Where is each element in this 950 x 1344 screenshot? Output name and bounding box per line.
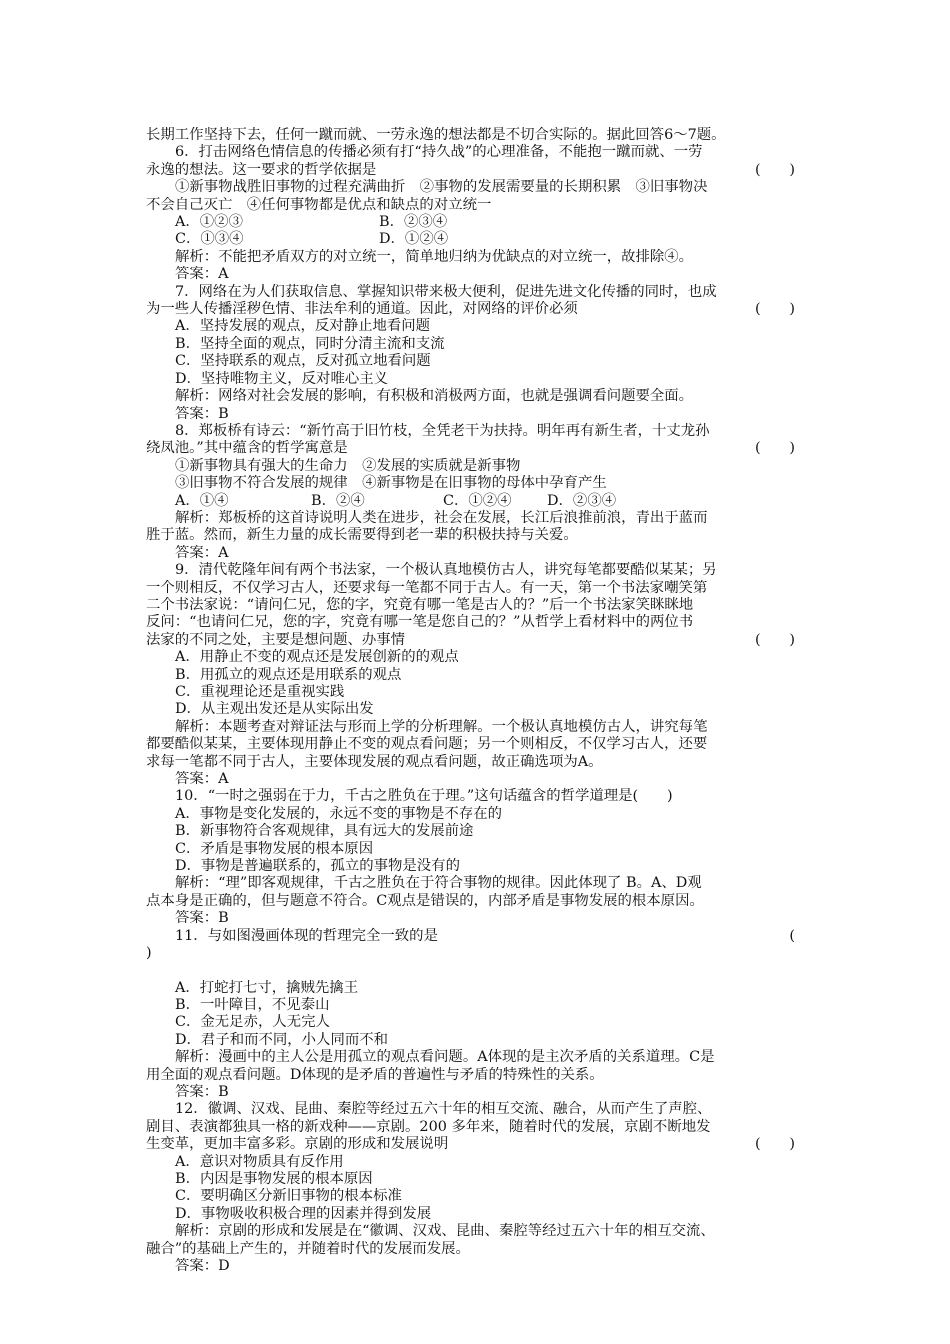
option-b: B．②④	[311, 492, 365, 509]
q7-analysis: 解析：网络对社会发展的影响，有积极和消极两方面，也就是强调看问题要全面。	[175, 388, 694, 405]
question-6	[146, 144, 795, 283]
option-c: C．金无足赤，人无完人	[175, 1014, 330, 1031]
q8-options-row	[175, 493, 795, 510]
question-9	[146, 562, 795, 788]
q11-paren-close-line	[146, 945, 795, 962]
q7-stem-line-1: 7．网络在为人们获取信息、掌握知识带来极大便利，促进先进文化传播的同时，也成	[175, 283, 717, 300]
answer-parentheses: ( )	[754, 1136, 795, 1153]
q9-analysis-line-2: 都要酷似某某，主要体现用静止不变的观点看问题；另一个则相反，不仅学习古人，还要	[146, 736, 708, 753]
q12-analysis-line-1: 解析：京剧的形成和发展是在“徽调、汉戏、昆曲、秦腔等经过五六十年的相互交流、	[175, 1223, 715, 1240]
q9-analysis-line-3: 求每一笔都不同于古人，主要体现发展的观点看问题，故正确选项为A。	[146, 753, 603, 770]
q11-stem: 11．与如图漫画体现的哲理完全一致的是 (	[175, 927, 795, 944]
q10-stem: 10．“一时之强弱在于力，千古之胜负在于理。”这句话蕴含的哲学道理是( )	[175, 788, 673, 805]
option-d: D．从主观出发还是从实际出发	[175, 701, 374, 718]
answer-parentheses-open: (	[789, 927, 795, 944]
q12-stem-line-3: 生变革，更加丰富多彩。京剧的形成和发展说明 ( )	[146, 1136, 795, 1153]
option-a: A．用静止不变的观点还是发展创新的的观点	[175, 649, 459, 666]
q11-analysis-line-1: 解析：漫画中的主人公是用孤立的观点看问题。A体现的是主次矛盾的关系道理。C是	[175, 1049, 715, 1066]
q9-stem-line-4: 反问：“也请问仁兄，您的字，究竟有哪一笔是您自己的？”从哲学上看材料中的两位书	[146, 614, 694, 631]
q6-stem-line-1: 6．打击网络色情信息的传播必须有打“持久战”的心理准备，不能抱一蹴而就、一劳	[175, 144, 703, 161]
q6-statements-line-2: 不会自己灭亡 ④任何事物都是优点和缺点的对立统一	[146, 196, 492, 213]
option-d: D．坚持唯物主义，反对唯心主义	[175, 370, 389, 387]
option-d: D．事物是普遍联系的，孤立的事物是没有的	[175, 858, 460, 875]
question-7	[146, 283, 795, 423]
answer-parentheses: ( )	[754, 440, 795, 457]
q8-analysis-line-2: 胜于蓝。然而，新生力量的成长需要得到老一辈的积极扶持与关爱。	[146, 527, 578, 544]
option-c: C．重视理论还是重视实践	[175, 684, 345, 700]
option-d: D．①②④	[379, 231, 449, 248]
q12-analysis-line-2: 融合”的基础上产生的，并随着时代的发展而发展。	[146, 1240, 470, 1257]
q6-statements-line-1: ①新事物战胜旧事物的过程充满曲折 ②事物的发展需要量的长期积累 ③旧事物决	[175, 179, 708, 196]
option-d: D．君子和而不同，小人同而不和	[175, 1031, 389, 1048]
q8-answer: 答案：A	[175, 544, 229, 561]
q7-stem-line-2: 为一些人传播淫秽色情、非法牟利的通道。因此，对网络的评价必须 ( )	[146, 301, 795, 318]
option-c: C．矛盾是事物发展的根本原因	[175, 840, 374, 857]
option-b: B．用孤立的观点还是用联系的观点	[175, 666, 402, 683]
option-a: A．坚持发展的观点，反对静止地看问题	[175, 318, 431, 335]
q8-statements-line-2: ③旧事物不符合发展的规律 ④新事物是在旧事物的母体中孕育产生	[175, 475, 607, 492]
q8-analysis-line-1: 解析：郑板桥的这首诗说明人类在进步，社会在发展，长江后浪推前浪，青出于蓝而	[175, 509, 708, 526]
q12-stem-line-1: 12．徽调、汉戏、昆曲、秦腔等经过五六十年的相互交流、融合，从而产生了声腔、	[175, 1101, 712, 1118]
q9-stem-line-2: 一个则相反，不仅学习古人，还要求每一笔都不同于古人。有一天，第一个书法家嘲笑第	[146, 579, 708, 596]
answer-parentheses: ( )	[754, 301, 795, 318]
answer-parentheses: ( )	[754, 161, 795, 178]
q9-stem-line-3: 二个书法家说：“请问仁兄，您的字，究竟有哪一笔是古人的？”后一个书法家笑眯眯地	[146, 596, 694, 613]
q6-options-row-1	[175, 214, 795, 231]
q10-answer: 答案：B	[175, 910, 229, 927]
answer-parentheses-close: )	[146, 945, 152, 962]
option-a: A．打蛇打七寸，擒贼先擒王	[175, 979, 359, 996]
option-c: C．坚持联系的观点，反对孤立地看问题	[175, 353, 431, 370]
answer-parentheses: ( )	[754, 631, 795, 648]
question-10	[146, 788, 795, 927]
q10-analysis-line-2: 点本身是正确的，但与题意不符合。C观点是错误的，内部矛盾是事物发展的根本原因。	[146, 892, 704, 909]
q10-analysis-line-1: 解析：“理”即客观规律，千古之胜负在于符合事物的规律。因此体现了 B。A、D观	[175, 875, 702, 892]
q9-answer: 答案：A	[175, 771, 229, 788]
option-a: A．事物是变化发展的，永远不变的事物是不存在的	[175, 805, 502, 822]
option-a: A．意识对物质具有反作用	[175, 1153, 344, 1170]
q11-answer: 答案：B	[175, 1083, 229, 1100]
intro-line: 长期工作坚持下去，任何一蹴而就、一劳永逸的想法都是不切合实际的。据此回答6～7题。	[146, 127, 726, 143]
q6-answer: 答案：A	[175, 266, 229, 283]
option-d: D．事物吸收积极合理的因素并得到发展	[175, 1205, 432, 1222]
q6-options-row-2	[175, 231, 795, 248]
option-a: A．①④	[175, 492, 229, 509]
document-page	[146, 127, 795, 1275]
option-c: C．①②④	[443, 492, 512, 509]
q6-stem-line-2: 永逸的想法。这一要求的哲学依据是 ( )	[146, 161, 795, 178]
q9-analysis-line-1: 解析：本题考查对辩证法与形而上学的分析理解。一个极认真地模仿古人，讲究每笔	[175, 718, 708, 735]
option-b: B．一叶障目，不见泰山	[175, 996, 330, 1013]
q7-answer: 答案：B	[175, 405, 229, 422]
q6-analysis: 解析：不能把矛盾双方的对立统一，简单地归纳为优缺点的对立统一，故排除④。	[175, 248, 694, 265]
option-c: C．要明确区分新旧事物的根本标准	[175, 1188, 402, 1205]
question-8	[146, 422, 795, 562]
option-b: B．内因是事物发展的根本原因	[175, 1170, 373, 1187]
option-c: C．①③④	[175, 231, 244, 248]
q11-analysis-line-2: 用全面的观点看问题。D体现的是矛盾的普遍性与矛盾的特殊性的关系。	[146, 1066, 604, 1083]
option-b: B．新事物符合客观规律，具有远大的发展前途	[175, 823, 474, 840]
q8-stem-line-2: 绕凤池。”其中蕴含的哲学寓意是 ( )	[146, 440, 795, 457]
option-b: B．坚持全面的观点，同时分清主流和支流	[175, 335, 445, 352]
q8-stem-line-1: 8．郑板桥有诗云：“新竹高于旧竹枝，全凭老干为扶持。明年再有新生者，十丈龙孙	[175, 422, 710, 439]
q12-stem-line-2: 剧目、表演都独具一格的新戏种——京剧。200 多年来，随着时代的发展，京剧不断地发	[146, 1118, 711, 1135]
q12-answer: 答案：D	[175, 1258, 230, 1274]
q8-statements-line-1: ①新事物具有强大的生命力 ②发展的实质就是新事物	[175, 457, 521, 474]
option-a: A．①②③	[175, 214, 243, 231]
question-11	[146, 927, 795, 1102]
spacer	[175, 963, 795, 980]
q9-stem-line-1: 9．清代乾隆年间有两个书法家，一个极认真地模仿古人，讲究每笔都要酷似某某；另	[175, 562, 717, 579]
option-b: B．②③④	[379, 214, 448, 231]
question-12	[146, 1101, 795, 1275]
option-d: D．②③④	[547, 492, 617, 509]
q9-stem-line-5: 法家的不同之处，主要是想问题、办事情 ( )	[146, 631, 795, 648]
